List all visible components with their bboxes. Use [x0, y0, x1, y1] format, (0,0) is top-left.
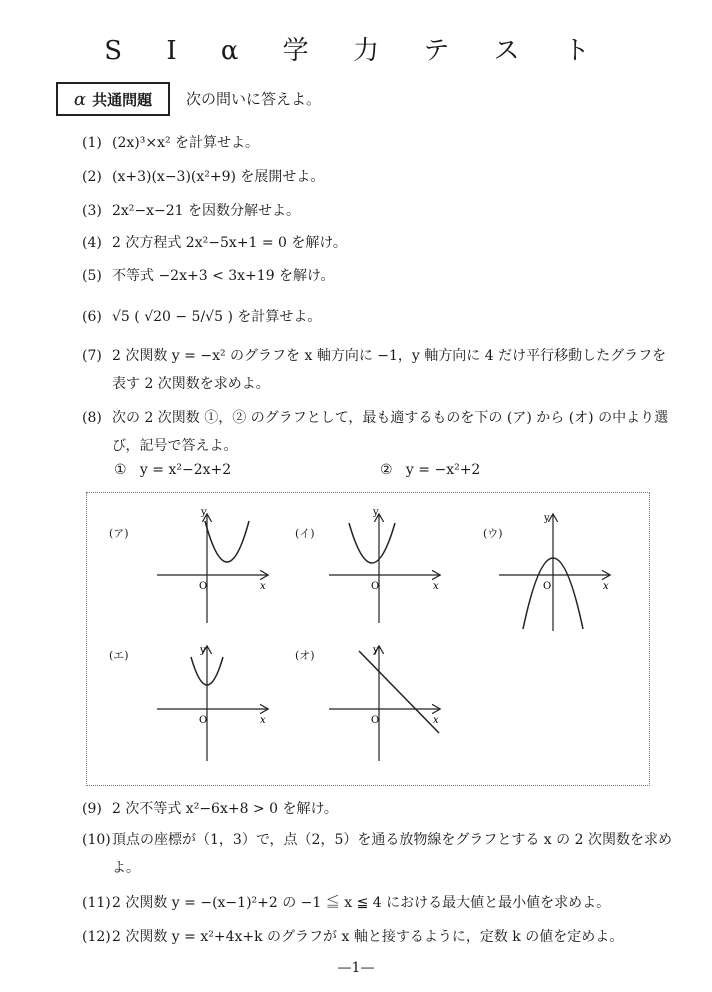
- alpha-symbol: α: [73, 88, 87, 110]
- function-1: ① y = x²−2x+2: [114, 462, 232, 478]
- page-title: S I α 学 力 テ ス ト: [104, 36, 608, 66]
- graph-a-x-label: x: [260, 581, 266, 592]
- graph-e-origin: O: [371, 715, 380, 726]
- section-label: 共通問題: [92, 90, 153, 109]
- graph-c-y-label: y: [544, 513, 550, 524]
- function-2: ② y = −x²+2: [380, 462, 481, 478]
- graph-a-y-label: y: [201, 507, 207, 518]
- graph-options-frame: [86, 492, 650, 786]
- graph-c-origin: O: [543, 581, 552, 592]
- graph-c-x-label: x: [603, 581, 609, 592]
- section-label-box: [56, 82, 170, 116]
- graph-b-x-label: x: [433, 581, 439, 592]
- graph-c: [499, 513, 609, 631]
- graph-a-label: (ア): [109, 527, 129, 540]
- graph-b-y-label: y: [373, 507, 379, 518]
- question-1: (1) (2x)³×x² を計算せよ。: [82, 135, 260, 151]
- question-7: (7) 2 次関数 y = −x² のグラフを x 軸方向に −1，y 軸方向に 4 だけ平行移動したグラフを表す 2 次関数を求めよ。: [82, 348, 667, 392]
- question-6: (6) √5 ( √20 − 5/√5 ) を計算せよ。: [82, 309, 322, 325]
- graph-e-x-label: x: [433, 715, 439, 726]
- graph-b-curve: [349, 523, 395, 563]
- question-12: (12)2 次関数 y = x²+4x+k のグラフが x 軸と接するように，定数 k の値を定めよ。: [82, 929, 624, 945]
- graph-d-origin: O: [199, 715, 208, 726]
- question-5: (5) 不等式 −2x+3 < 3x+19 を解け。: [82, 268, 335, 284]
- graph-e-label: (オ): [295, 649, 315, 662]
- graph-b-label: (イ): [295, 527, 315, 540]
- graph-options-svg: [87, 493, 647, 783]
- graph-d-y-label: y: [200, 645, 206, 656]
- graph-d: [157, 645, 267, 761]
- section-instruction: 次の問いに答えよ。: [186, 90, 322, 108]
- graph-b: [329, 507, 439, 623]
- question-4: (4) 2 次方程式 2x²−5x+1 = 0 を解け。: [82, 235, 347, 251]
- graph-a: [157, 507, 267, 623]
- question-2: (2) (x+3)(x−3)(x²+9) を展開せよ。: [82, 169, 325, 185]
- question-9: (9) 2 次不等式 x²−6x+8 > 0 を解け。: [82, 801, 338, 817]
- graph-e-y-label: y: [373, 645, 379, 656]
- graph-d-x-label: x: [260, 715, 266, 726]
- question-3: (3) 2x²−x−21 を因数分解せよ。: [82, 203, 301, 219]
- graph-d-label: (エ): [109, 649, 129, 662]
- graph-a-origin: O: [199, 581, 208, 592]
- graph-a-curve: [205, 521, 249, 562]
- question-8: (8) 次の 2 次関数 ①，② のグラフとして，最も適するものを下の (ア) から (オ) の中より選び，記号で答えよ。: [82, 410, 669, 454]
- graph-e: [329, 645, 439, 761]
- question-10: (10) 頂点の座標が（1，3）で，点（2，5）を通る放物線をグラフとする x の 2 次関数を求めよ。: [82, 832, 672, 876]
- graph-b-origin: O: [371, 581, 380, 592]
- question-11: (11)2 次関数 y = −(x−1)²+2 の −1 ≦ x ≦ 4 における最大値と最小値を求めよ。: [82, 895, 611, 911]
- page-number: —1—: [337, 960, 375, 976]
- graph-c-label: (ウ): [483, 527, 503, 540]
